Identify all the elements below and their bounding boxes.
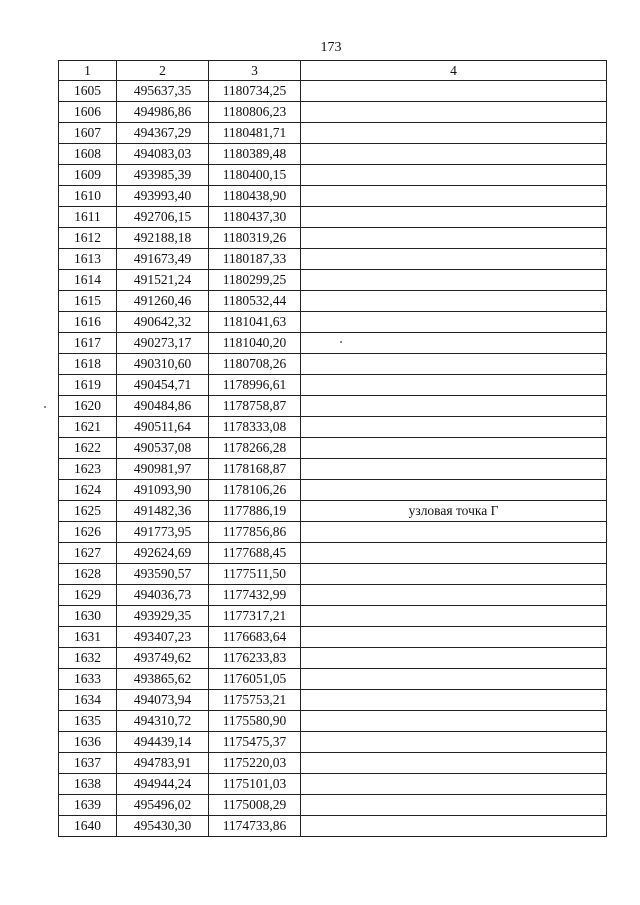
table-row [59,165,607,186]
scan-speck [340,341,342,343]
x-coordinate-cell: 491673,49 [117,249,209,270]
note-cell [301,396,607,417]
x-coordinate-cell: 493590,57 [117,564,209,585]
note-cell [301,270,607,291]
note-cell [301,690,607,711]
note-cell [301,669,607,690]
table-row [59,753,607,774]
point-number-cell: 1629 [59,585,117,606]
y-coordinate-cell: 1177317,21 [209,606,301,627]
point-number-cell: 1623 [59,459,117,480]
point-number-cell: 1615 [59,291,117,312]
scan-speck [44,406,46,408]
table-row [59,816,607,837]
table-row [59,312,607,333]
point-number-cell: 1614 [59,270,117,291]
point-number-cell: 1617 [59,333,117,354]
point-number-cell: 1608 [59,144,117,165]
point-number-cell: 1606 [59,102,117,123]
point-number-cell: 1638 [59,774,117,795]
y-coordinate-cell: 1180319,26 [209,228,301,249]
table-row [59,81,607,102]
x-coordinate-cell: 495430,30 [117,816,209,837]
note-cell [301,711,607,732]
table-row [59,333,607,354]
point-number-cell: 1611 [59,207,117,228]
table-row [59,669,607,690]
x-coordinate-cell: 493993,40 [117,186,209,207]
x-coordinate-cell: 494986,86 [117,102,209,123]
table-row [59,291,607,312]
note-cell [301,795,607,816]
table-row [59,606,607,627]
y-coordinate-cell: 1180532,44 [209,291,301,312]
note-cell [301,543,607,564]
note-cell [301,123,607,144]
y-coordinate-cell: 1178996,61 [209,375,301,396]
table-row [59,732,607,753]
x-coordinate-cell: 494310,72 [117,711,209,732]
x-coordinate-cell: 492188,18 [117,228,209,249]
note-cell [301,333,607,354]
y-coordinate-cell: 1180438,90 [209,186,301,207]
note-cell [301,81,607,102]
note-cell [301,375,607,396]
note-cell [301,816,607,837]
y-coordinate-cell: 1180187,33 [209,249,301,270]
y-coordinate-cell: 1177856,86 [209,522,301,543]
note-cell [301,144,607,165]
table-row [59,417,607,438]
y-coordinate-cell: 1180437,30 [209,207,301,228]
table-row [59,459,607,480]
table-row [59,480,607,501]
x-coordinate-cell: 490537,08 [117,438,209,459]
note-cell [301,627,607,648]
table-row [59,795,607,816]
x-coordinate-cell: 493407,23 [117,627,209,648]
table-row [59,186,607,207]
table-row [59,102,607,123]
y-coordinate-cell: 1180299,25 [209,270,301,291]
point-number-cell: 1633 [59,669,117,690]
note-cell [301,585,607,606]
table-row [59,396,607,417]
y-coordinate-cell: 1180734,25 [209,81,301,102]
x-coordinate-cell: 491482,36 [117,501,209,522]
point-number-cell: 1621 [59,417,117,438]
y-coordinate-cell: 1181040,20 [209,333,301,354]
note-cell [301,438,607,459]
note-cell: узловая точка Г [301,501,607,522]
table-row [59,690,607,711]
table-row [59,501,607,522]
x-coordinate-cell: 491521,24 [117,270,209,291]
x-coordinate-cell: 494439,14 [117,732,209,753]
x-coordinate-cell: 491260,46 [117,291,209,312]
point-number-cell: 1619 [59,375,117,396]
x-coordinate-cell: 491093,90 [117,480,209,501]
point-number-cell: 1628 [59,564,117,585]
point-number-cell: 1635 [59,711,117,732]
note-cell [301,354,607,375]
note-cell [301,102,607,123]
note-cell [301,249,607,270]
table-row [59,564,607,585]
x-coordinate-cell: 494083,03 [117,144,209,165]
note-cell [301,207,607,228]
note-cell [301,312,607,333]
x-coordinate-cell: 491773,95 [117,522,209,543]
note-cell [301,564,607,585]
note-cell [301,606,607,627]
point-number-cell: 1612 [59,228,117,249]
table-row [59,543,607,564]
x-coordinate-cell: 490273,17 [117,333,209,354]
point-number-cell: 1605 [59,81,117,102]
table-row [59,627,607,648]
y-coordinate-cell: 1180708,26 [209,354,301,375]
y-coordinate-cell: 1175753,21 [209,690,301,711]
point-number-cell: 1637 [59,753,117,774]
x-coordinate-cell: 490454,71 [117,375,209,396]
y-coordinate-cell: 1175475,37 [209,732,301,753]
y-coordinate-cell: 1175008,29 [209,795,301,816]
point-number-cell: 1609 [59,165,117,186]
y-coordinate-cell: 1177688,45 [209,543,301,564]
point-number-cell: 1636 [59,732,117,753]
note-cell [301,459,607,480]
x-coordinate-cell: 490981,97 [117,459,209,480]
page-number: 173 [320,40,342,55]
y-coordinate-cell: 1180481,71 [209,123,301,144]
point-number-cell: 1626 [59,522,117,543]
y-coordinate-cell: 1177432,99 [209,585,301,606]
note-cell [301,291,607,312]
table-header-row [59,61,607,81]
table-row [59,522,607,543]
x-coordinate-cell: 494367,29 [117,123,209,144]
coordinates-table [58,60,607,837]
note-cell [301,753,607,774]
y-coordinate-cell: 1180400,15 [209,165,301,186]
note-cell [301,732,607,753]
point-number-cell: 1625 [59,501,117,522]
note-cell [301,774,607,795]
y-coordinate-cell: 1175101,03 [209,774,301,795]
x-coordinate-cell: 493865,62 [117,669,209,690]
table-row [59,144,607,165]
point-number-cell: 1610 [59,186,117,207]
y-coordinate-cell: 1175220,03 [209,753,301,774]
x-coordinate-cell: 494783,91 [117,753,209,774]
x-coordinate-cell: 490310,60 [117,354,209,375]
y-coordinate-cell: 1178106,26 [209,480,301,501]
table-row [59,228,607,249]
table-row [59,123,607,144]
note-cell [301,186,607,207]
table-row [59,438,607,459]
point-number-cell: 1607 [59,123,117,144]
point-number-cell: 1639 [59,795,117,816]
table-row [59,711,607,732]
y-coordinate-cell: 1181041,63 [209,312,301,333]
x-coordinate-cell: 490484,86 [117,396,209,417]
point-number-cell: 1620 [59,396,117,417]
table-row [59,648,607,669]
x-coordinate-cell: 495637,35 [117,81,209,102]
y-coordinate-cell: 1176683,64 [209,627,301,648]
column-header-2: 2 [117,61,209,81]
table-row [59,354,607,375]
y-coordinate-cell: 1178266,28 [209,438,301,459]
note-cell [301,417,607,438]
table-row [59,249,607,270]
table-body [59,81,607,837]
y-coordinate-cell: 1175580,90 [209,711,301,732]
y-coordinate-cell: 1180806,23 [209,102,301,123]
column-header-1: 1 [59,61,117,81]
column-header-3: 3 [209,61,301,81]
column-header-4: 4 [301,61,607,81]
y-coordinate-cell: 1177511,50 [209,564,301,585]
y-coordinate-cell: 1178168,87 [209,459,301,480]
x-coordinate-cell: 494036,73 [117,585,209,606]
note-cell [301,228,607,249]
x-coordinate-cell: 494073,94 [117,690,209,711]
x-coordinate-cell: 494944,24 [117,774,209,795]
point-number-cell: 1616 [59,312,117,333]
point-number-cell: 1634 [59,690,117,711]
table-row [59,375,607,396]
note-cell [301,480,607,501]
note-cell [301,522,607,543]
point-number-cell: 1640 [59,816,117,837]
y-coordinate-cell: 1174733,86 [209,816,301,837]
point-number-cell: 1630 [59,606,117,627]
x-coordinate-cell: 490511,64 [117,417,209,438]
table-row [59,270,607,291]
point-number-cell: 1631 [59,627,117,648]
y-coordinate-cell: 1178333,08 [209,417,301,438]
y-coordinate-cell: 1176051,05 [209,669,301,690]
point-number-cell: 1613 [59,249,117,270]
point-number-cell: 1627 [59,543,117,564]
x-coordinate-cell: 492706,15 [117,207,209,228]
note-cell [301,165,607,186]
table-row [59,207,607,228]
y-coordinate-cell: 1178758,87 [209,396,301,417]
table-row [59,585,607,606]
y-coordinate-cell: 1176233,83 [209,648,301,669]
x-coordinate-cell: 492624,69 [117,543,209,564]
x-coordinate-cell: 493749,62 [117,648,209,669]
y-coordinate-cell: 1180389,48 [209,144,301,165]
table-row [59,774,607,795]
y-coordinate-cell: 1177886,19 [209,501,301,522]
x-coordinate-cell: 493929,35 [117,606,209,627]
x-coordinate-cell: 493985,39 [117,165,209,186]
x-coordinate-cell: 490642,32 [117,312,209,333]
point-number-cell: 1622 [59,438,117,459]
point-number-cell: 1624 [59,480,117,501]
x-coordinate-cell: 495496,02 [117,795,209,816]
note-cell [301,648,607,669]
point-number-cell: 1618 [59,354,117,375]
point-number-cell: 1632 [59,648,117,669]
